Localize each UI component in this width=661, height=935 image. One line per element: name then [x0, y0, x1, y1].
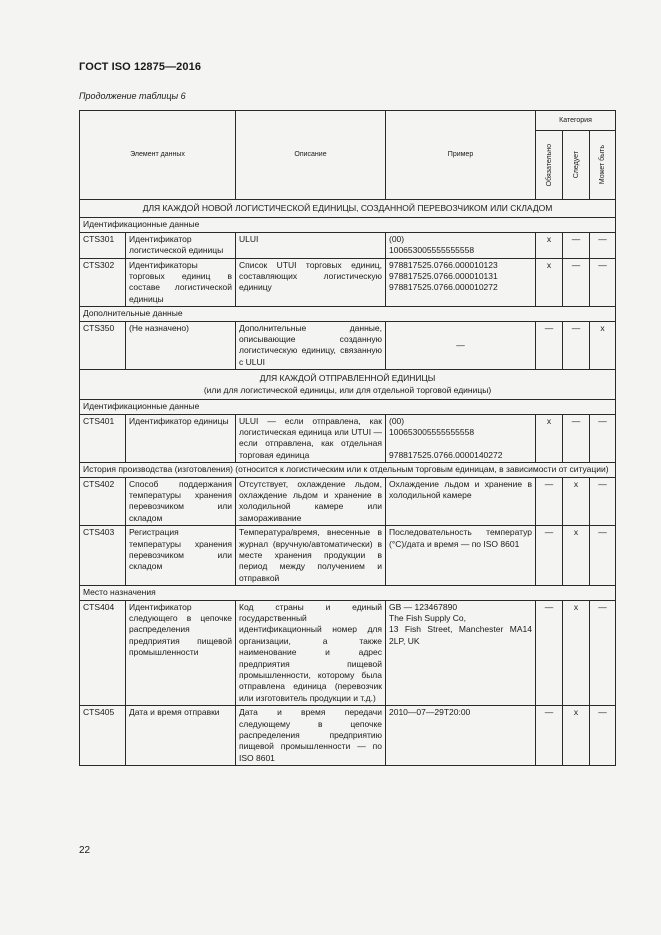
row-mandatory: x	[536, 414, 563, 463]
row-code: CTS402	[80, 477, 126, 526]
header-mandatory: Обязательно	[536, 131, 563, 200]
header-description: Описание	[236, 111, 386, 200]
group-additional: Дополнительные данные	[80, 307, 616, 321]
section-new-logistic-unit: ДЛЯ КАЖДОЙ НОВОЙ ЛОГИСТИЧЕСКОЙ ЕДИНИЦЫ, СОЗДАННОЙ ПЕРЕВОЗЧИКОМ ИЛИ СКЛАДОМ	[80, 200, 616, 218]
row-example: 2010—07—29T20:00	[386, 706, 536, 766]
row-may: —	[590, 600, 616, 706]
table-row	[80, 526, 616, 586]
row-description: Дата и время передачи следующему в цепочке распределения предприятию пищевой промышленности — по ISO 8601	[236, 706, 386, 766]
row-may: —	[590, 706, 616, 766]
row-element: Идентификатор следующего в цепочке распределения предприятия пищевой промышленности	[126, 600, 236, 706]
row-example: 978817525.0766.000010123 978817525.0766.000010131 978817525.0766.000010272	[386, 258, 536, 307]
document-title: ГОСТ ISO 12875—2016	[79, 61, 202, 73]
row-description: ULUI — если отправлена, как логистическая единица или UTUI — если отправлена, как отдельная торговая единица	[236, 414, 386, 463]
row-example: —	[386, 321, 536, 370]
row-should: —	[563, 321, 590, 370]
row-mandatory: —	[536, 600, 563, 706]
row-element: Идентификаторы торговых единиц в составе логистической единицы	[126, 258, 236, 307]
row-may: —	[590, 414, 616, 463]
row-element: Идентификатор единицы	[126, 414, 236, 463]
row-may: —	[590, 232, 616, 258]
row-should: x	[563, 706, 590, 766]
row-code: CTS403	[80, 526, 126, 586]
table-row	[80, 477, 616, 526]
row-description: Список UTUI торговых единиц, составляющих логистическую единицу	[236, 258, 386, 307]
table-row	[80, 600, 616, 706]
row-may: —	[590, 526, 616, 586]
row-mandatory: —	[536, 706, 563, 766]
table-row	[80, 258, 616, 307]
row-code: CTS301	[80, 232, 126, 258]
group-identification-1: Идентификационные данные	[80, 218, 616, 232]
header-should: Следует	[563, 131, 590, 200]
row-description: Температура/время, внесенные в журнал (вручную/автоматически) в месте хранения продукции в период между получением и отправкой	[236, 526, 386, 586]
row-mandatory: —	[536, 526, 563, 586]
data-elements-table	[79, 110, 616, 766]
row-example: Охлаждение льдом и хранение в холодильной камере	[386, 477, 536, 526]
row-may: x	[590, 321, 616, 370]
row-may: —	[590, 258, 616, 307]
row-example: GB — 123467890 The Fish Supply Co, 13 Fish Street, Manchester MA14 2LP, UK	[386, 600, 536, 706]
row-should: —	[563, 232, 590, 258]
header-category: Категория	[536, 111, 616, 131]
row-element: (Не назначено)	[126, 321, 236, 370]
table-row	[80, 232, 616, 258]
row-code: CTS401	[80, 414, 126, 463]
group-identification-2: Идентификационные данные	[80, 400, 616, 414]
table-row	[80, 414, 616, 463]
header-may: Может быть	[590, 131, 616, 200]
row-should: x	[563, 600, 590, 706]
group-production-history: История производства (изготовления) (относится к логистическим или к отдельным торговым единицам, в зависимости от ситуации)	[80, 463, 616, 477]
row-element: Способ поддержания температуры хранения перевозчиком или складом	[126, 477, 236, 526]
row-description: Дополнительные данные, описывающие созданную логистическую единицу, связанную с ULUI	[236, 321, 386, 370]
row-mandatory: x	[536, 232, 563, 258]
header-example: Пример	[386, 111, 536, 200]
row-example: (00) 100653005555555558 978817525.0766.0000140272	[386, 414, 536, 463]
row-may: —	[590, 477, 616, 526]
row-code: CTS405	[80, 706, 126, 766]
row-mandatory: —	[536, 321, 563, 370]
row-example: Последовательность температур (°С)/дата и время — по ISO 8601	[386, 526, 536, 586]
row-mandatory: —	[536, 477, 563, 526]
row-example: (00) 100653005555555558	[386, 232, 536, 258]
row-code: CTS302	[80, 258, 126, 307]
table-continuation-caption: Продолжение таблицы 6	[79, 91, 186, 101]
row-should: —	[563, 414, 590, 463]
header-element: Элемент данных	[80, 111, 236, 200]
row-should: x	[563, 526, 590, 586]
group-destination: Место назначения	[80, 586, 616, 600]
row-code: CTS404	[80, 600, 126, 706]
row-mandatory: x	[536, 258, 563, 307]
row-element: Регистрация температуры хранения перевозчиком или складом	[126, 526, 236, 586]
row-should: x	[563, 477, 590, 526]
row-should: —	[563, 258, 590, 307]
row-code: CTS350	[80, 321, 126, 370]
row-element: Идентификатор логистической единицы	[126, 232, 236, 258]
table-row	[80, 706, 616, 766]
row-description: ULUI	[236, 232, 386, 258]
page-number: 22	[79, 845, 91, 856]
row-description: Отсутствует, охлаждение льдом, охлаждение льдом и хранение в холодильной камере или замораживание	[236, 477, 386, 526]
row-description: Код страны и единый государственный идентификационный номер для организации, а также наименование и адрес предприятия пищевой промышленности, которому была отправлена единица (перевозчик или изготовитель продукции и т.д.)	[236, 600, 386, 706]
table-row	[80, 321, 616, 370]
row-element: Дата и время отправки	[126, 706, 236, 766]
section-shipped-unit: ДЛЯ КАЖДОЙ ОТПРАВЛЕННОЙ ЕДИНИЦЫ (или для логистической единицы, или для отдельной торговой единицы)	[80, 370, 616, 400]
